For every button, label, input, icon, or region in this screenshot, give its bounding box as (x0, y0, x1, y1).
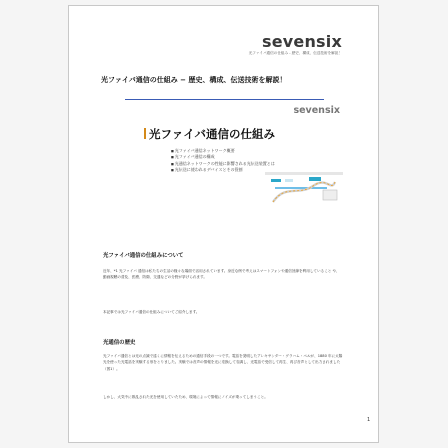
fiber-illustration (265, 166, 343, 206)
section-heading: 光通信の歴史 (103, 340, 136, 346)
art-device-right (309, 177, 321, 181)
art-connector (323, 190, 337, 200)
art-device-left (271, 179, 281, 182)
slide-brand: sevensix (293, 105, 340, 116)
slide-bullet-list (171, 148, 275, 174)
slide-figure (109, 102, 349, 214)
slide-bullet: ■ 光ファイバ通信ネットワーク概要 (171, 148, 275, 154)
section-paragraph: 本記事では光ファイバ通信の仕組みについてご紹介します。 (103, 310, 200, 314)
brand-logo: sevensix (262, 32, 342, 51)
document-title: 光ファイバ通信の仕組み − 歴史、構成、伝送技術を解説！ (101, 76, 287, 84)
document-page (68, 5, 379, 443)
slide-bullet: ■ 光伝送に使われるデバイスとその役割 (171, 167, 275, 173)
art-band (265, 172, 343, 175)
slide-bullet: ■ 光ファイバ通信の構成 (171, 154, 275, 160)
slide-bullet: ■ 光通信ネットワークの性能に影響される光伝送装置とは (171, 161, 275, 167)
title-divider (125, 99, 324, 100)
section-heading: 光ファイバ通信の仕組みについて (103, 253, 184, 259)
slide-title-text: 光ファイバ通信の仕組み (149, 127, 276, 141)
art-device-mid (285, 179, 293, 182)
section-paragraph: しかし、大気中に散乱された光を使用していたため、環境によって情報にノイズが乗ってしまうこと。 (103, 395, 268, 399)
section-paragraph: 光ファイバ通信とは光の点滅で遠くに情報を伝えるための通信手段の一つです。電話を発明したアレキサンダー・グラハム・ベルが、1880 年に太陽光を使った光電話を実験する形をとりました。実験では音声の情報を光に変換して変調し、光電話で受信して再生、再び音声として出力されました（図1）。 (103, 354, 343, 371)
slide-title (144, 126, 275, 142)
section-paragraph: 近年、*1 光ファイバ 通信は私たちの生活の様々な場面で活用されています。身近な例で考えはスマートフォンや通信回線を利用していること や、動画視聴の普及、医療、防衛、交通などの分野が挙げられます。 (103, 269, 340, 280)
brand-subtitle: 光ファイバ通信の仕組み - 歴史、構成、伝送技術を解説！ (248, 51, 342, 55)
page-number: 1 (367, 417, 371, 423)
title-accent-mark (144, 128, 146, 139)
